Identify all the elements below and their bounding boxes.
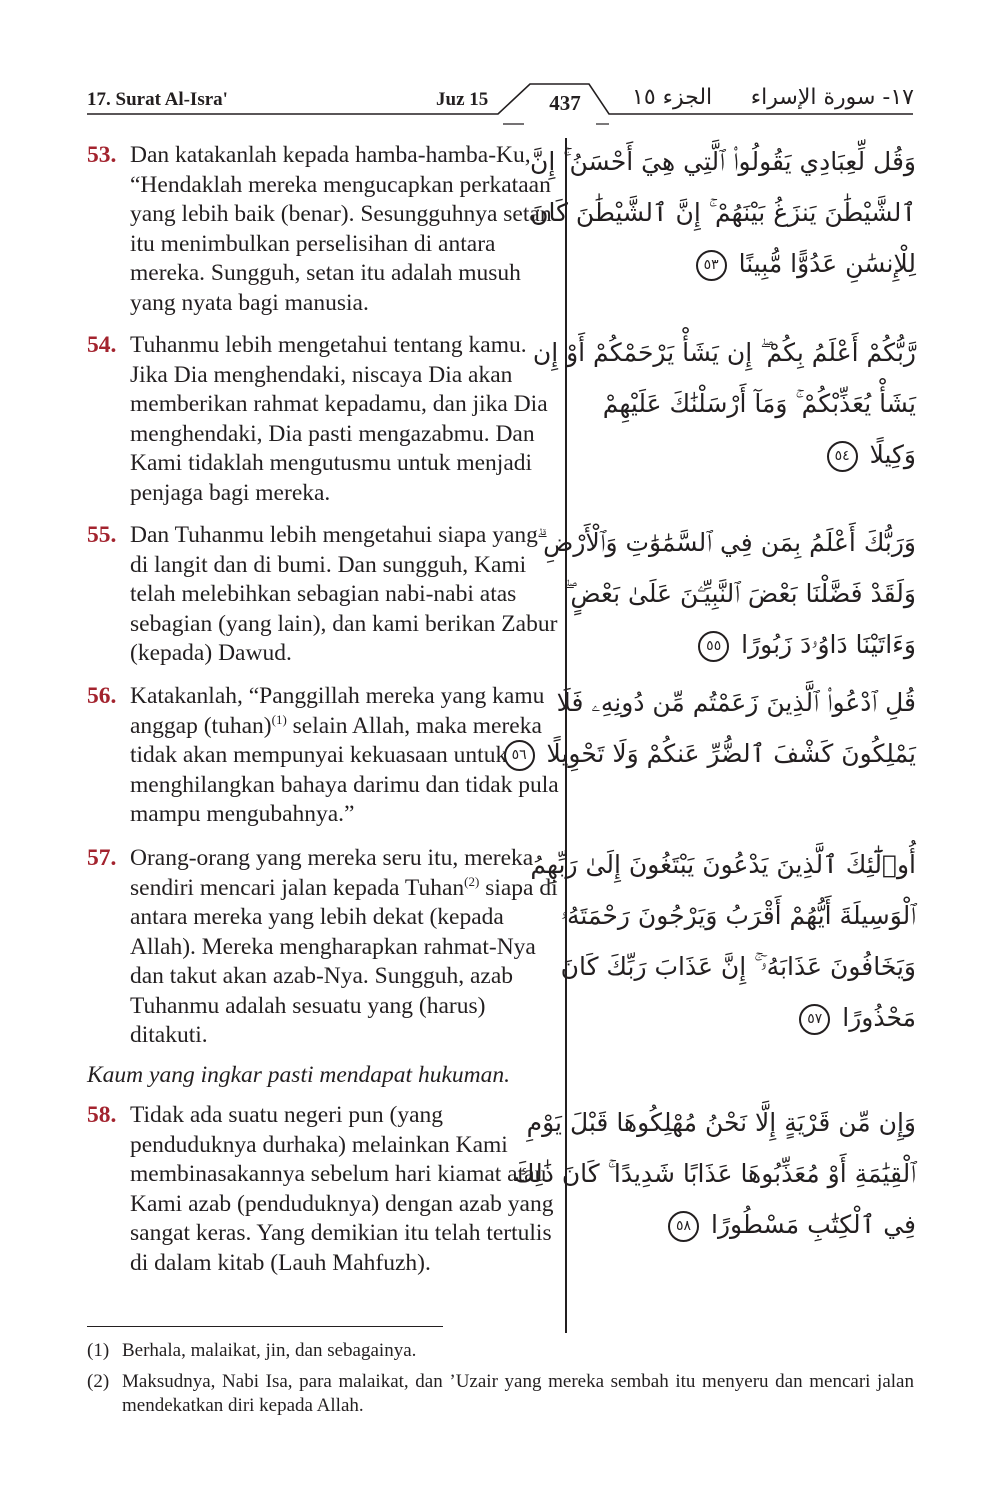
verse-end-marker: ٥٨ — [668, 1211, 699, 1242]
juz-label-latin: Juz 15 — [436, 89, 489, 110]
verse-53-translation — [87, 141, 562, 318]
verse-number: 57. — [87, 845, 117, 871]
arabic-line: أُو۟لَٰٓئِكَ ٱلَّذِينَ يَدْعُونَ يَبْتَغُونَ إِلَىٰ رَبِّهِمُ — [530, 850, 916, 879]
arabic-line-text: وَكِيلًا — [869, 440, 916, 469]
verse-53-arabic — [530, 136, 916, 289]
verse-58-arabic — [514, 1097, 916, 1250]
footnote-separator — [87, 1326, 443, 1327]
footnote-ref: (1) — [271, 711, 287, 727]
verse-text-part: selain Allah, maka mereka tidak akan mempunyai kekuasaan untuk menghilangkan bahaya darimu dan tidak pula mampu mengubahnya.” — [130, 712, 559, 827]
verse-text — [130, 844, 562, 1051]
arabic-line: ٱلْقِيَٰمَةِ أَوْ مُعَذِّبُوهَا عَذَابًا شَدِيدًا ۚ كَانَ ذَٰلِكَ — [514, 1159, 916, 1188]
verse-number: 56. — [87, 683, 117, 709]
arabic-line: رَّبُّكُمْ أَعْلَمُ بِكُمْ ۖ إِن يَشَأْ يَرْحَمْكُمْ أَوْ إِن — [532, 338, 916, 367]
verse-57-translation — [87, 844, 562, 1051]
arabic-line-last — [586, 619, 916, 670]
verse-text: Dan Tuhanmu lebih mengetahui siapa yang di langit dan di bumi. Dan sungguh, Kami telah melebihkan sebagian nabi-nabi atas sebagian (yang lain), dan kami berikan Zabur (kepada) Dawud. — [130, 522, 558, 666]
verse-text: Tidak ada suatu negeri pun (yang penduduknya durhaka) melainkan Kami membinasakannya sebelum hari kiamat atau Kami azab (penduduknya) dengan azab yang sangat keras. Yang demikian itu telah tertulis di dalam kitab (Lauh Mahfuzh). — [130, 1102, 554, 1276]
arabic-line-text: يَمْلِكُونَ كَشْفَ ٱلضُّرِّ عَنكُمْ وَلَا تَحْوِيلًا — [546, 739, 916, 768]
arabic-line: قُلِ ٱدْعُوا۟ ٱلَّذِينَ زَعَمْتُم مِّن دُونِهِۦ فَلَا — [556, 688, 916, 717]
verse-end-marker: ٥٣ — [696, 250, 727, 281]
surah-name-arabic: ١٧- سورة الإسراء — [750, 85, 914, 110]
arabic-line-last — [586, 992, 916, 1043]
arabic-line: وَيَخَافُونَ عَذَابَهُۥٓ ۚ إِنَّ عَذَابَ رَبِّكَ كَانَ — [560, 952, 916, 981]
verse-text-part: Katakanlah, “Panggillah mereka yang kamu anggap (tuhan) — [130, 683, 545, 739]
arabic-line-text: مَحْذُورًا — [842, 1003, 916, 1032]
footnote-text: Maksudnya, Nabi Isa, para malaikat, dan ’Uzair yang mereka sembah itu menyeru dan mencari jalan mendekatkan diri kepada Allah. — [122, 1371, 914, 1416]
verse-number: 54. — [87, 332, 117, 358]
verse-55-translation — [87, 521, 562, 669]
page-number: 437 — [549, 91, 581, 115]
arabic-line-text: لِلْإِنسَٰنِ عَدُوًّا مُّبِينًا — [738, 249, 916, 278]
verse-end-marker: ٥٧ — [799, 1004, 830, 1035]
arabic-line: وَلَقَدْ فَضَّلْنَا بَعْضَ ٱلنَّبِيِّـۧنَ عَلَىٰ بَعْضٍ ۖ — [564, 579, 916, 608]
footnote-number: (2) — [87, 1371, 110, 1392]
arabic-line: ٱلْوَسِيلَةَ أَيُّهُمْ أَقْرَبُ وَيَرْجُونَ رَحْمَتَهُۥ — [560, 901, 916, 930]
arabic-line-last — [511, 728, 916, 779]
arabic-line-last — [586, 238, 916, 289]
verse-58-translation — [87, 1101, 562, 1278]
verse-end-marker: ٥٥ — [698, 631, 729, 662]
arabic-line: ٱلشَّيْطَٰنَ يَنزَغُ بَيْنَهُمْ ۚ إِنَّ ٱلشَّيْطَٰنَ كَانَ — [530, 198, 916, 227]
arabic-line: وَقُل لِّعِبَادِي يَقُولُوا۟ ٱلَّتِي هِيَ أَحْسَنُ ۚ إِنَّ — [530, 147, 916, 176]
verse-text — [130, 682, 562, 830]
footnote-number: (1) — [87, 1340, 110, 1361]
verse-57-arabic — [530, 839, 916, 1043]
verse-number: 53. — [87, 142, 117, 168]
arabic-line: يَشَأْ يُعَذِّبْكُمْ ۚ وَمَآ أَرْسَلْنَٰكَ عَلَيْهِمْ — [602, 389, 916, 418]
arabic-line: وَرَبُّكَ أَعْلَمُ بِمَن فِي ٱلسَّمَٰوَٰتِ وَٱلْأَرْضِ ۗ — [536, 528, 916, 557]
footnote-1 — [87, 1339, 914, 1363]
arabic-line-last — [586, 1199, 916, 1250]
section-subheading: Kaum yang ingkar pasti mendapat hukuman. — [87, 1062, 510, 1088]
verse-54-translation — [87, 331, 562, 508]
verse-text: Dan katakanlah kepada hamba-hamba-Ku, “Hendaklah mereka mengucapkan perkataan yang lebih baik (benar). Sesungguhnya setan itu menimbulkan perselisihan di antara mereka. Sungguh, setan itu adalah musuh yang nyata bagi manusia. — [130, 142, 552, 316]
footnote-text: Berhala, malaikat, jin, dan sebagainya. — [122, 1340, 417, 1361]
verse-number: 58. — [87, 1102, 117, 1128]
arabic-line-text: وَءَاتَيْنَا دَاوُۥدَ زَبُورًا — [741, 630, 916, 659]
verse-55-arabic — [536, 517, 916, 670]
verse-end-marker: ٥٤ — [827, 441, 858, 472]
surah-name-latin: 17. Surat Al-Isra' — [87, 89, 228, 110]
verse-56-arabic — [511, 677, 916, 779]
verse-text-part: Orang-orang yang mereka seru itu, mereka sendiri mencari jalan kepada Tuhan — [130, 845, 534, 901]
verse-56-translation — [87, 682, 562, 830]
arabic-line-last — [586, 429, 916, 480]
footnote-ref: (2) — [464, 873, 480, 889]
verse-end-marker: ٥٦ — [504, 740, 535, 771]
verse-text-part: siapa di antara mereka yang lebih dekat (kepada Allah). Mereka mengharapkan rahmat-Nya dan takut akan azab-Nya. Sungguh, azab Tuhanmu adalah sesuatu yang (harus) ditakuti. — [130, 874, 558, 1048]
arabic-line: وَإِن مِّن قَرْيَةٍ إِلَّا نَحْنُ مُهْلِكُوهَا قَبْلَ يَوْمِ — [526, 1108, 916, 1137]
juz-label-arabic: الجزء ١٥ — [632, 85, 713, 110]
verse-54-arabic — [532, 327, 916, 480]
verse-number: 55. — [87, 522, 117, 548]
page-header — [0, 0, 1000, 130]
arabic-line-text: فِي ٱلْكِتَٰبِ مَسْطُورًا — [711, 1210, 916, 1239]
footnote-2 — [87, 1370, 914, 1418]
verse-text: Tuhanmu lebih mengetahui tentang kamu. Jika Dia menghendaki, niscaya Dia akan memberikan rahmat kepadamu, dan jika Dia menghendaki, Dia pasti mengazabmu. Dan Kami tidaklah mengutusmu untuk menjadi penjaga bagi mereka. — [130, 332, 548, 506]
